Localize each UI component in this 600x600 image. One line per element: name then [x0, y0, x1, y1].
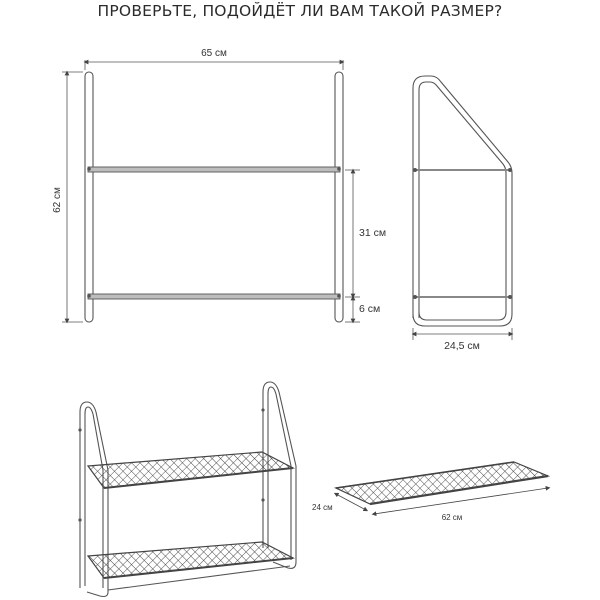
- width-label: 65 см: [201, 48, 227, 59]
- shelf-panel: [336, 462, 548, 514]
- page-heading: ПРОВЕРЬТЕ, ПОДОЙДЁТ ЛИ ВАМ ТАКОЙ РАЗМЕР?: [97, 2, 503, 20]
- panel-length-label: 62 см: [441, 513, 463, 522]
- height-label: 62 см: [52, 187, 63, 213]
- bottom-offset-label: 6 см: [359, 303, 381, 315]
- perspective-lower-shelf: [88, 542, 293, 578]
- side-view: [413, 76, 512, 340]
- front-upper-shelf: [88, 167, 340, 172]
- side-frame-inner: [419, 82, 506, 320]
- front-view: [62, 60, 360, 322]
- front-lower-shelf: [88, 294, 340, 299]
- perspective-view: [78, 382, 296, 597]
- side-frame-outer: [413, 76, 512, 326]
- perspective-upper-shelf: [88, 452, 293, 488]
- shelf-spacing-label: 31 см: [359, 227, 387, 239]
- depth-label: 24,5 см: [444, 340, 480, 352]
- front-right-upright: [335, 72, 343, 322]
- panel-depth-label: 24 см: [312, 503, 333, 512]
- front-left-upright: [85, 72, 93, 322]
